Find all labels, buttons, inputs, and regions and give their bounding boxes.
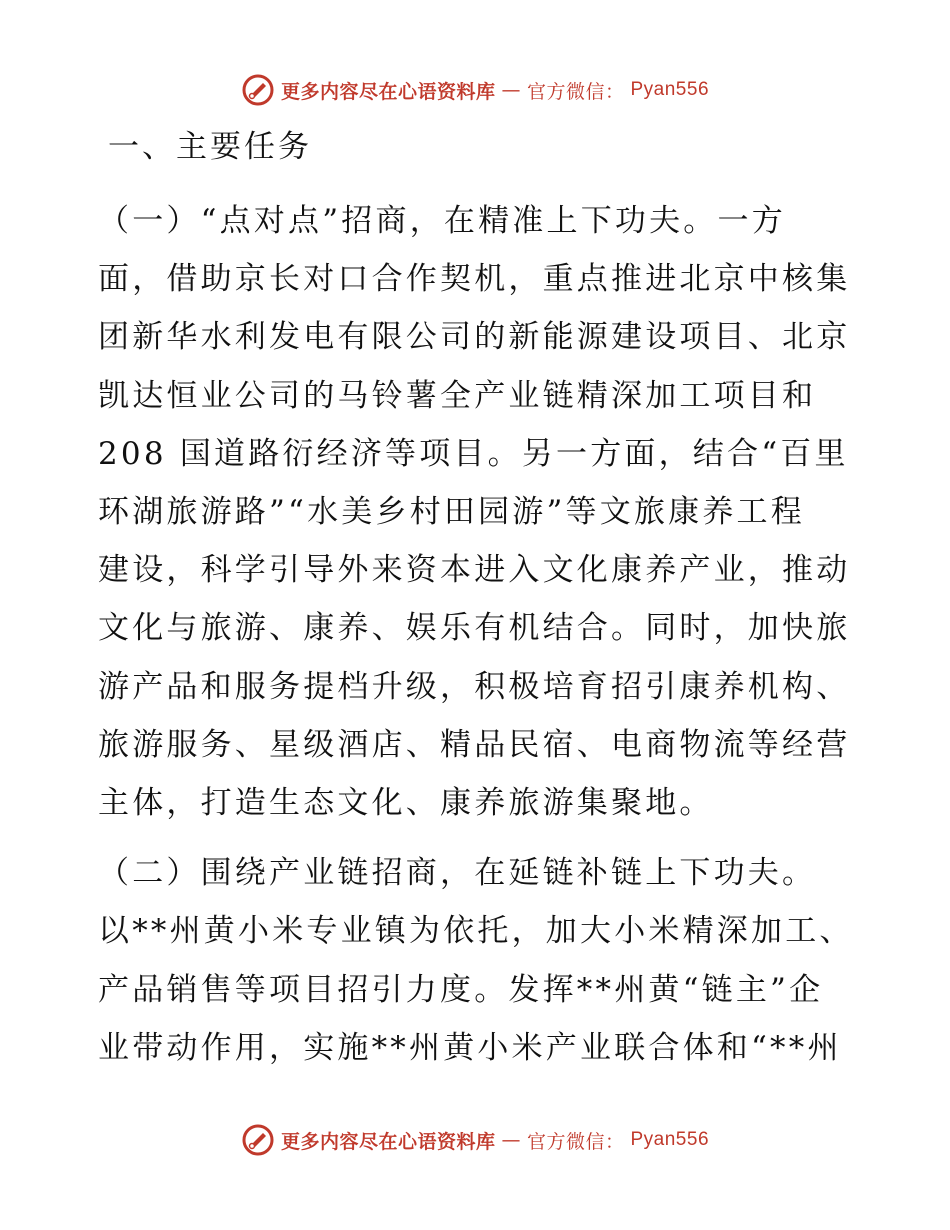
- text-line: 以**州黄小米专业镇为依托，加大小米精深加工、: [98, 913, 854, 950]
- brand-logo-icon: [241, 73, 275, 107]
- text-line: 业带动作用，实施**州黄小米产业联合体和“**州: [98, 1029, 842, 1066]
- text-line: 产品销售等项目招引力度。发挥**州黄“链主”企: [98, 971, 824, 1008]
- section-heading: 一、主要任务: [108, 129, 312, 165]
- text-line: 208 国道路衍经济等项目。另一方面，结合“百里: [98, 435, 849, 472]
- brand-logo-icon: [241, 1123, 275, 1157]
- document-body: [98, 120, 854, 1089]
- text-line: 主体，打造生态文化、康养旅游集聚地。: [98, 785, 714, 822]
- watermark-header: [0, 70, 950, 110]
- paragraph-2: [98, 844, 854, 1077]
- watermark-id: Pyan556: [630, 79, 710, 100]
- watermark-separator: —: [501, 79, 521, 101]
- text-line: 凯达恒业公司的马铃薯全产业链精深加工项目和: [98, 377, 817, 414]
- watermark-id: Pyan556: [630, 1129, 710, 1150]
- watermark-contact: 官方微信：: [526, 1130, 625, 1153]
- text-line: 建设，科学引导外来资本进入文化康养产业，推动: [98, 552, 851, 589]
- text-line: 环湖旅游路”“水美乡村田园游”等文旅康养工程: [98, 494, 805, 531]
- watermark-contact: 官方微信：: [526, 80, 625, 103]
- watermark-text: 更多内容尽在心语资料库: [280, 80, 496, 103]
- text-line: （一）“点对点”招商，在精准上下功夫。一方: [98, 203, 786, 239]
- watermark-text: 更多内容尽在心语资料库: [280, 1130, 496, 1153]
- text-line: （二）围绕产业链招商，在延链补链上下功夫。: [98, 855, 817, 892]
- watermark-footer: [0, 1120, 950, 1160]
- watermark-separator: —: [501, 1129, 521, 1151]
- text-line: 旅游服务、星级酒店、精品民宿、电商物流等经营: [98, 726, 851, 763]
- text-line: 文化与旅游、康养、娱乐有机结合。同时，加快旅: [98, 610, 851, 647]
- paragraph-1: [98, 192, 854, 832]
- text-line: 团新华水利发电有限公司的新能源建设项目、北京: [98, 319, 851, 356]
- text-line: 面，借助京长对口合作契机，重点推进北京中核集: [98, 261, 851, 298]
- text-line: 游产品和服务提档升级，积极培育招引康养机构、: [98, 668, 851, 705]
